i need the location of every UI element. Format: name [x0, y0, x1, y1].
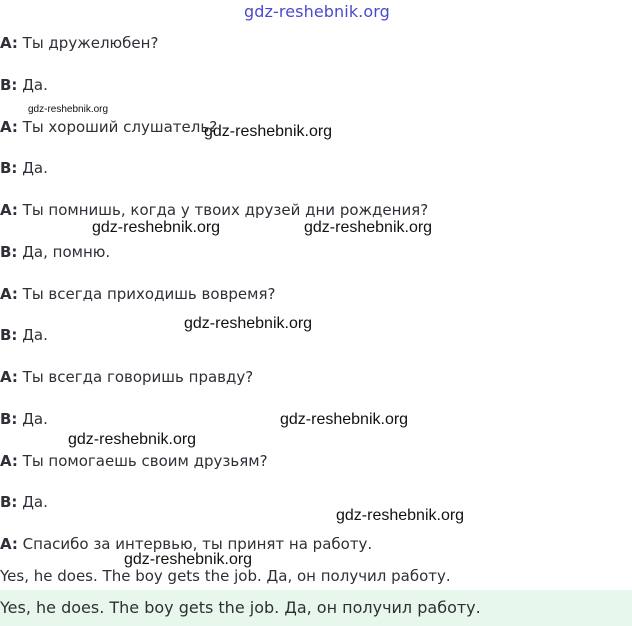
dialogue-line [0, 285, 275, 303]
line-text: Спасибо за интервью, ты принят на работу. [17, 535, 373, 553]
speaker-label: A: [0, 118, 18, 136]
line-text: Да, помню. [17, 243, 111, 261]
speaker-label: B: [0, 243, 18, 261]
line-text: Да. [17, 326, 48, 344]
watermark: gdz-reshebnik.org [124, 551, 253, 568]
answer-text: Yes, he does. The boy gets the job. Да, он получил работу. [0, 567, 451, 585]
dialogue-line [0, 243, 110, 261]
line-text: Ты помнишь, когда у твоих друзей дни рождения? [17, 201, 429, 219]
dialogue-line [0, 410, 48, 428]
line-text: Да. [17, 410, 48, 428]
line-text: Ты всегда говоришь правду? [17, 368, 254, 386]
speaker-label: B: [0, 76, 18, 94]
watermark: gdz-reshebnik.org [92, 219, 221, 236]
answer-highlight-box [0, 590, 632, 626]
speaker-label: A: [0, 285, 18, 303]
dialogue-line [0, 452, 268, 470]
dialogue-line [0, 159, 48, 177]
line-text: Да. [17, 159, 48, 177]
speaker-label: B: [0, 410, 18, 428]
dialogue-line [0, 201, 428, 219]
dialogue-line [0, 76, 48, 94]
watermark: gdz-reshebnik.org [184, 315, 313, 332]
line-text: Ты помогаешь своим друзьям? [17, 452, 268, 470]
watermark: gdz-reshebnik.org [204, 123, 333, 140]
header-watermark: gdz-reshebnik.org [244, 2, 390, 21]
watermark: gdz-reshebnik.org [68, 431, 197, 448]
dialogue-line [0, 493, 48, 511]
watermark: gdz-reshebnik.org [28, 104, 109, 115]
answer-highlight-text: Yes, he does. The boy gets the job. Да, он получил работу. [0, 598, 481, 617]
speaker-label: B: [0, 493, 18, 511]
watermark: gdz-reshebnik.org [304, 219, 433, 236]
speaker-label: A: [0, 452, 18, 470]
dialogue-line [0, 326, 48, 344]
speaker-label: A: [0, 535, 18, 553]
speaker-label: A: [0, 34, 18, 52]
speaker-label: A: [0, 368, 18, 386]
speaker-label: B: [0, 326, 18, 344]
line-text: Да. [17, 493, 48, 511]
line-text: Ты всегда приходишь вовремя? [17, 285, 276, 303]
speaker-label: B: [0, 159, 18, 177]
line-text: Ты хороший слушатель? [17, 118, 218, 136]
line-text: Да. [17, 76, 48, 94]
watermark: gdz-reshebnik.org [280, 411, 409, 428]
watermark: gdz-reshebnik.org [336, 507, 465, 524]
dialogue-line [0, 34, 158, 52]
dialogue-line [0, 118, 217, 136]
speaker-label: A: [0, 201, 18, 219]
line-text: Ты дружелюбен? [17, 34, 159, 52]
dialogue-line [0, 368, 253, 386]
